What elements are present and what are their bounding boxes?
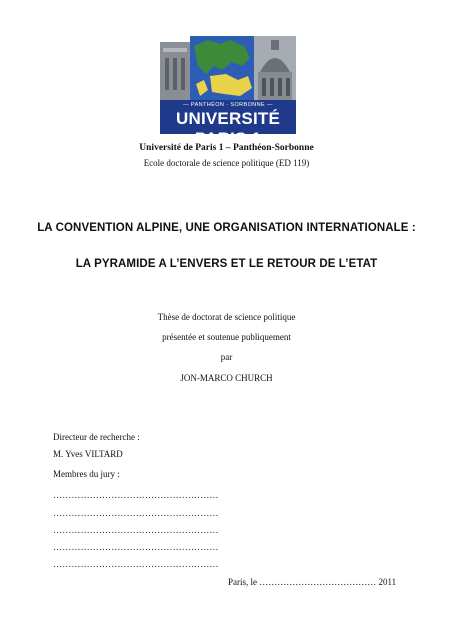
thesis-author: JON-MARCO CHURCH (180, 373, 273, 383)
director-label: Directeur de recherche : (53, 432, 140, 442)
jury-member-line: ……………………………………………… (53, 559, 219, 569)
thesis-by: par (220, 352, 233, 362)
logo-map-building-graphic (160, 36, 296, 102)
thesis-title-line-2: LA PYRAMIDE A L’ENVERS ET LE RETOUR DE L’ETAT (75, 258, 378, 270)
doctoral-school: Ecole doctorale de science politique (ED 119) (143, 158, 310, 168)
logo-university-name: UNIVERSITÉ PARIS 1 (175, 109, 281, 148)
logo-subtitle: — PANTHÉON · SORBONNE — (183, 102, 273, 108)
jury-member-line: ……………………………………………… (53, 508, 219, 518)
jury-member-line: ……………………………………………… (53, 542, 219, 552)
jury-member-line: ……………………………………………… (53, 490, 219, 500)
institution-name: Université de Paris 1 – Panthéon-Sorbonne (139, 143, 314, 153)
thesis-defense: présentée et soutenue publiquement (162, 332, 291, 342)
jury-label: Membres du jury : (53, 469, 120, 479)
jury-member-line: ……………………………………………… (53, 525, 219, 535)
director-name: M. Yves VILTARD (53, 449, 123, 459)
university-logo (160, 36, 296, 148)
place-date: Paris, le ………………………………… 2011 (228, 577, 397, 587)
thesis-title-line-1: LA CONVENTION ALPINE, UNE ORGANISATION INTERNATIONALE : (37, 222, 416, 234)
thesis-type: Thèse de doctorat de science politique (157, 312, 296, 322)
